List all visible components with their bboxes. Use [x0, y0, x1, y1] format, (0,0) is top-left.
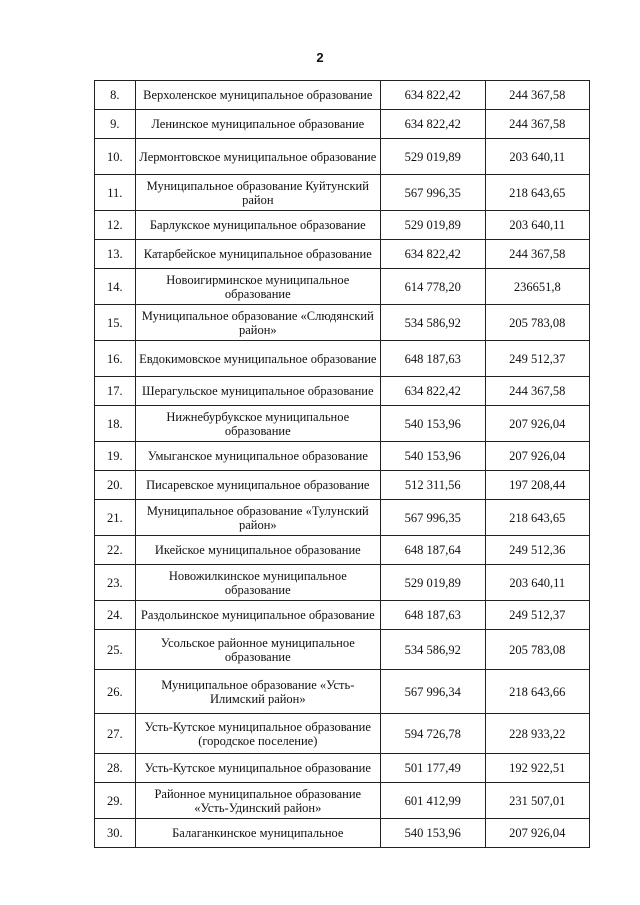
amount-1: 567 996,34	[381, 670, 485, 714]
amount-2: 192 922,51	[485, 754, 590, 783]
amount-2: 228 933,22	[485, 714, 590, 754]
amount-1: 540 153,96	[381, 406, 485, 442]
row-number: 17.	[95, 377, 136, 406]
row-number: 12.	[95, 211, 136, 240]
table-row	[95, 754, 590, 783]
allocation-table	[94, 80, 590, 848]
table-row	[95, 536, 590, 565]
municipality-name: Районное муниципальное образование «Усть-Удинский район»	[135, 783, 380, 819]
row-number: 25.	[95, 630, 136, 670]
table-row	[95, 211, 590, 240]
municipality-name: Лермонтовское муниципальное образование	[135, 139, 380, 175]
amount-1: 501 177,49	[381, 754, 485, 783]
amount-2: 244 367,58	[485, 240, 590, 269]
amount-2: 218 643,66	[485, 670, 590, 714]
municipality-name: Верхоленское муниципальное образование	[135, 81, 380, 110]
row-number: 23.	[95, 565, 136, 601]
municipality-name: Усть-Кутское муниципальное образование (городское поселение)	[135, 714, 380, 754]
table-row	[95, 471, 590, 500]
amount-2: 203 640,11	[485, 139, 590, 175]
amount-2: 244 367,58	[485, 81, 590, 110]
page-number: 2	[316, 50, 324, 65]
table-row	[95, 269, 590, 305]
amount-2: 249 512,37	[485, 601, 590, 630]
amount-2: 236651,8	[485, 269, 590, 305]
amount-1: 534 586,92	[381, 630, 485, 670]
table-row	[95, 601, 590, 630]
amount-1: 512 311,56	[381, 471, 485, 500]
row-number: 30.	[95, 819, 136, 848]
row-number: 27.	[95, 714, 136, 754]
amount-1: 540 153,96	[381, 819, 485, 848]
table-row	[95, 406, 590, 442]
row-number: 16.	[95, 341, 136, 377]
row-number: 15.	[95, 305, 136, 341]
row-number: 19.	[95, 442, 136, 471]
municipality-name: Усольское районное муниципальное образование	[135, 630, 380, 670]
municipality-name: Усть-Кутское муниципальное образование	[135, 754, 380, 783]
amount-2: 244 367,58	[485, 110, 590, 139]
row-number: 20.	[95, 471, 136, 500]
amount-2: 244 367,58	[485, 377, 590, 406]
amount-2: 205 783,08	[485, 305, 590, 341]
amount-1: 634 822,42	[381, 110, 485, 139]
municipality-name: Писаревское муниципальное образование	[135, 471, 380, 500]
row-number: 10.	[95, 139, 136, 175]
amount-1: 594 726,78	[381, 714, 485, 754]
row-number: 29.	[95, 783, 136, 819]
table-row	[95, 240, 590, 269]
table-row	[95, 714, 590, 754]
row-number: 24.	[95, 601, 136, 630]
row-number: 9.	[95, 110, 136, 139]
amount-2: 207 926,04	[485, 406, 590, 442]
table-row	[95, 377, 590, 406]
table-row	[95, 819, 590, 848]
table-row	[95, 175, 590, 211]
municipality-name: Муниципальное образование «Усть-Илимский район»	[135, 670, 380, 714]
municipality-name: Муниципальное образование «Тулунский район»	[135, 500, 380, 536]
municipality-name: Барлукское муниципальное образование	[135, 211, 380, 240]
amount-1: 529 019,89	[381, 211, 485, 240]
amount-2: 205 783,08	[485, 630, 590, 670]
table-row	[95, 783, 590, 819]
municipality-name: Муниципальное образование «Слюдянский район»	[135, 305, 380, 341]
amount-1: 648 187,63	[381, 601, 485, 630]
table-row	[95, 139, 590, 175]
amount-2: 218 643,65	[485, 500, 590, 536]
amount-2: 249 512,36	[485, 536, 590, 565]
municipality-name: Катарбейское муниципальное образование	[135, 240, 380, 269]
amount-2: 203 640,11	[485, 565, 590, 601]
row-number: 26.	[95, 670, 136, 714]
amount-1: 648 187,64	[381, 536, 485, 565]
amount-2: 218 643,65	[485, 175, 590, 211]
amount-1: 540 153,96	[381, 442, 485, 471]
amount-1: 648 187,63	[381, 341, 485, 377]
row-number: 8.	[95, 81, 136, 110]
table-row	[95, 305, 590, 341]
row-number: 21.	[95, 500, 136, 536]
table-row	[95, 670, 590, 714]
amount-2: 249 512,37	[485, 341, 590, 377]
row-number: 18.	[95, 406, 136, 442]
municipality-name: Евдокимовское муниципальное образование	[135, 341, 380, 377]
table-row	[95, 341, 590, 377]
table-row	[95, 565, 590, 601]
amount-1: 634 822,42	[381, 377, 485, 406]
municipality-name: Раздольинское муниципальное образование	[135, 601, 380, 630]
amount-2: 207 926,04	[485, 442, 590, 471]
amount-1: 567 996,35	[381, 175, 485, 211]
amount-1: 614 778,20	[381, 269, 485, 305]
municipality-name: Новоигирминское муниципальное образование	[135, 269, 380, 305]
row-number: 14.	[95, 269, 136, 305]
amount-1: 534 586,92	[381, 305, 485, 341]
amount-2: 231 507,01	[485, 783, 590, 819]
row-number: 28.	[95, 754, 136, 783]
amount-1: 634 822,42	[381, 240, 485, 269]
municipality-name: Ленинское муниципальное образование	[135, 110, 380, 139]
municipality-name: Шерагульское муниципальное образование	[135, 377, 380, 406]
municipality-name: Нижнебурбукское муниципальное образование	[135, 406, 380, 442]
amount-1: 634 822,42	[381, 81, 485, 110]
table-row	[95, 110, 590, 139]
amount-1: 529 019,89	[381, 565, 485, 601]
amount-2: 197 208,44	[485, 471, 590, 500]
municipality-name: Новожилкинское муниципальное образование	[135, 565, 380, 601]
municipality-name: Умыганское муниципальное образование	[135, 442, 380, 471]
amount-2: 207 926,04	[485, 819, 590, 848]
amount-1: 567 996,35	[381, 500, 485, 536]
municipality-name: Муниципальное образование Куйтунский район	[135, 175, 380, 211]
table-row	[95, 630, 590, 670]
table-row	[95, 442, 590, 471]
municipality-name: Балаганкинское муниципальное	[135, 819, 380, 848]
amount-1: 529 019,89	[381, 139, 485, 175]
table-row	[95, 500, 590, 536]
amount-1: 601 412,99	[381, 783, 485, 819]
row-number: 11.	[95, 175, 136, 211]
row-number: 13.	[95, 240, 136, 269]
amount-2: 203 640,11	[485, 211, 590, 240]
municipality-name: Икейское муниципальное образование	[135, 536, 380, 565]
table-row	[95, 81, 590, 110]
row-number: 22.	[95, 536, 136, 565]
